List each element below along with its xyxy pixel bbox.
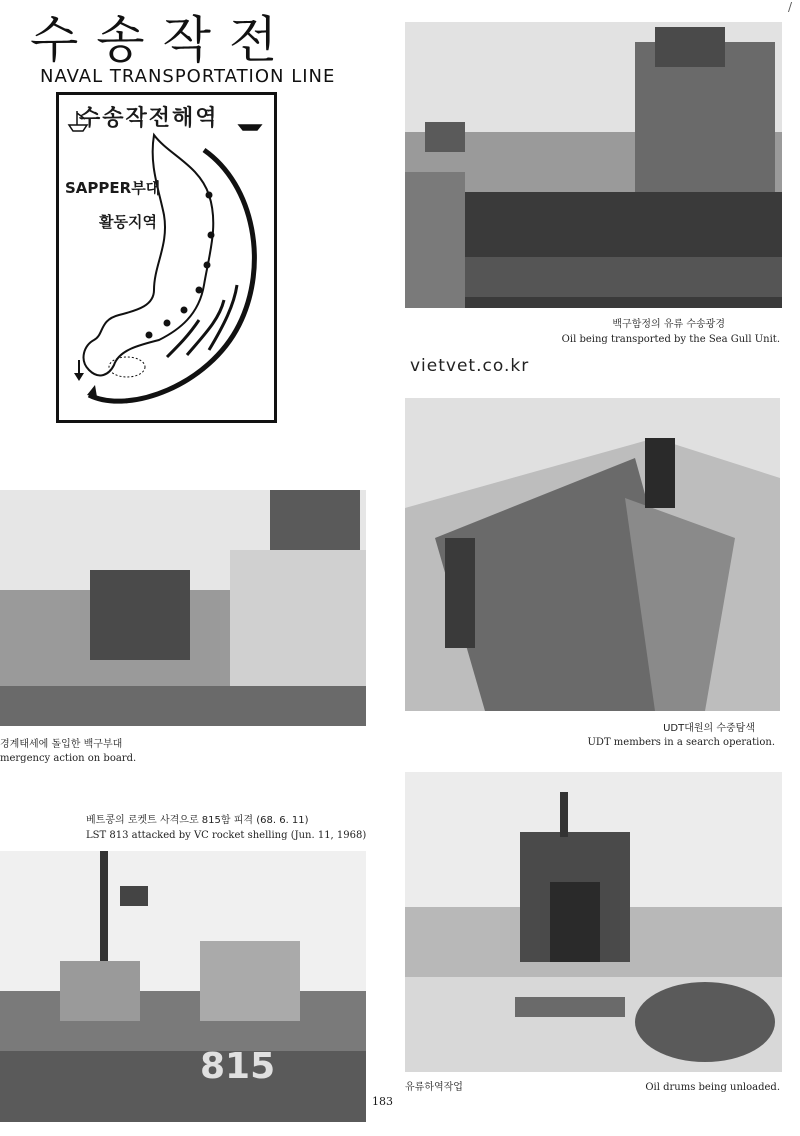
emergency-image [0,490,366,726]
oil-caption-en: Oil being transported by the Sea Gull Unit. [561,334,780,345]
map-drawing [59,95,274,420]
drums-photo [405,772,782,1072]
udt-caption-ko: UDT대원의 수중탐색 [663,723,755,734]
emergency-caption-ko: 경계태세에 돌입한 백구부대 [0,739,123,750]
lst-photo [0,851,366,1122]
page-title: 수송작전 [30,11,296,69]
drums-image [405,772,782,1072]
map-label-area: 활동지역 [99,213,157,231]
page-number: 183 [372,1095,393,1108]
udt-photo [405,398,780,711]
map-title: 수송작전해역 [79,106,219,131]
lst-hull-number: 815 [200,1046,276,1087]
drums-caption-en: Oil drums being unloaded. [645,1082,780,1093]
page-subtitle: NAVAL TRANSPORTATION LINE [40,66,336,87]
emergency-photo [0,490,366,726]
transport-route-map [56,92,277,423]
oil-transport-image [405,22,782,308]
drums-caption-ko: 유류하역작업 [405,1082,463,1093]
lst-caption-en: LST 813 attacked by VC rocket shelling (Jun. 11, 1968) [86,830,367,841]
lst-caption-ko: 베트콩의 로켓트 사격으로 815함 피격 (68. 6. 11) [86,815,309,826]
map-label-unit: SAPPER부대 [65,179,161,197]
udt-caption-en: UDT members in a search operation. [587,737,775,748]
corner-mark: / [788,0,793,14]
lst-image [0,851,366,1122]
oil-caption-ko: 백구함정의 유류 수송광경 [612,319,725,330]
oil-transport-photo [405,22,782,308]
emergency-caption-en: mergency action on board. [0,753,137,764]
watermark: vietvet.co.kr [410,356,530,376]
udt-image [405,398,780,711]
